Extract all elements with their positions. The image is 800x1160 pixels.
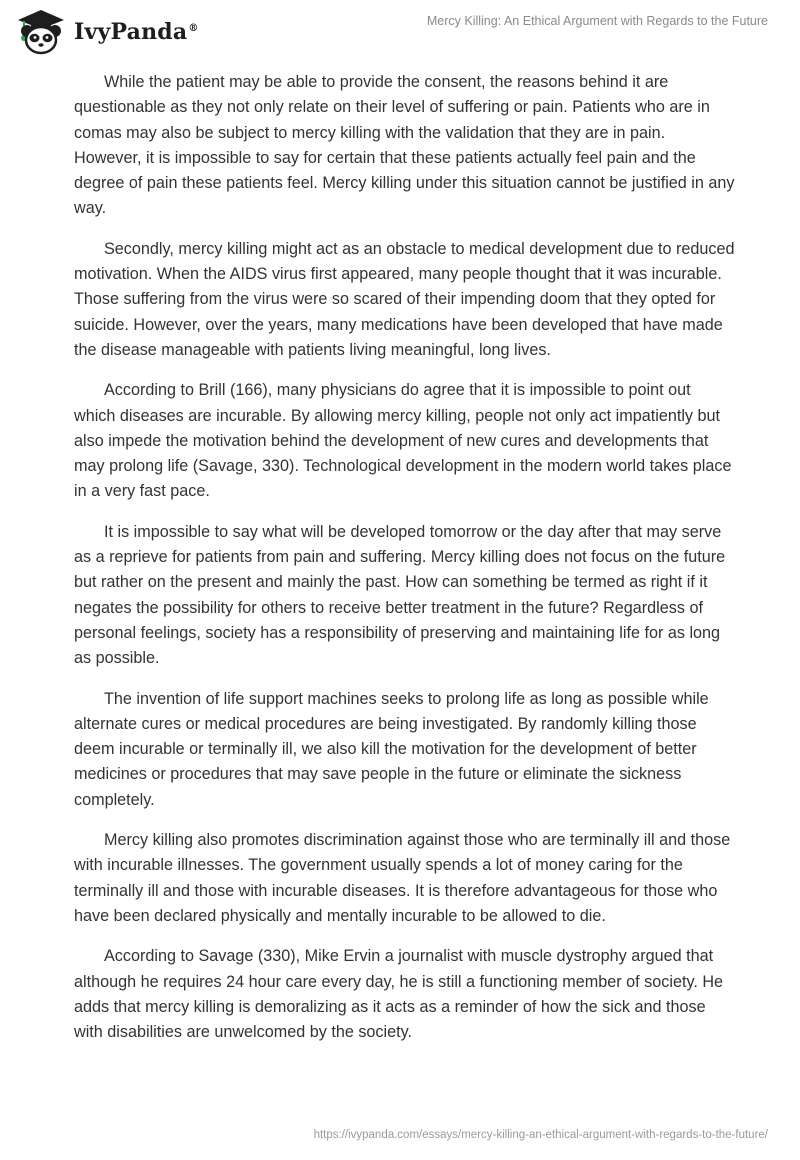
brand-name	[74, 19, 199, 45]
document-title: Mercy Killing: An Ethical Argument with Regards to the Future	[426, 14, 768, 28]
paragraph: It is impossible to say what will be developed tomorrow or the day after that may serve as a reprieve for patients from pain and suffering. Mercy killing does not focus on the future but rather on the present and mainly the past. How can something be termed as right if it negates the possibility for others to receive better treatment in the future? Regardless of personal feelings, society has a responsibility of preserving and maintaining life for as long as possible.	[74, 522, 726, 668]
panda-graduate-icon	[12, 6, 70, 56]
paragraph: According to Savage (330), Mike Ervin a journalist with muscle dystrophy argued that although he requires 24 hour care every day, he is still a functioning member of society. He adds that mercy killing is demoralizing as it acts as a reminder of how the sick and those with disabilities are unwelcomed by the society.	[74, 947, 724, 1042]
paragraph: The invention of life support machines seeks to prolong life as long as possible while alternate cures or medical procedures are being investigated. By randomly killing those deem incurable or terminally ill, we also kill the motivation for the development of better medicines or procedures that may save people in the future or eliminate the sickness completely.	[74, 689, 709, 809]
source-url-link[interactable]: https://ivypanda.com/essays/mercy-killing-an-ethical-argument-with-regards-to-the-future/	[313, 1129, 768, 1141]
ivypanda-logo[interactable]	[12, 6, 199, 56]
paragraph: According to Brill (166), many physicians do agree that it is impossible to point out which diseases are incurable. By allowing mercy killing, people not only act impatiently but also impede the motivation behind the development of new cures and developments that may prolong life (Savage, 330). Technological development in the modern world takes place in a very fast pace.	[74, 381, 732, 501]
brand-name-text: IvyPanda	[74, 19, 188, 45]
registered-mark: ®	[188, 22, 199, 34]
essay-body	[74, 70, 736, 1060]
paragraph: Mercy killing also promotes discrimination against those who are terminally ill and those with incurable illnesses. The government usually spends a lot of money caring for the terminally ill and those with incurable diseases. It is therefore advantageous for those who have been declared physically and mentally incurable to be allowed to die.	[74, 831, 731, 925]
paragraph: While the patient may be able to provide the consent, the reasons behind it are questionable as they not only relate on their level of suffering or pain. Patients who are in comas may also be subject to mercy killing with the validation that they are in pain. However, it is impossible to say for certain that these patients actually feel pain and the degree of pain these patients feel. Mercy killing under this situation cannot be justified in any way.	[74, 73, 735, 218]
page-header	[0, 0, 800, 64]
paragraph: Secondly, mercy killing might act as an obstacle to medical development due to reduced motivation. When the AIDS virus first appeared, many people thought that it was incurable. Those suffering from the virus were so scared of their impending doom that they opted for suicide. However, over the years, many medications have been developed that have made the disease manageable with patients living meaningful, long lives.	[74, 239, 735, 359]
